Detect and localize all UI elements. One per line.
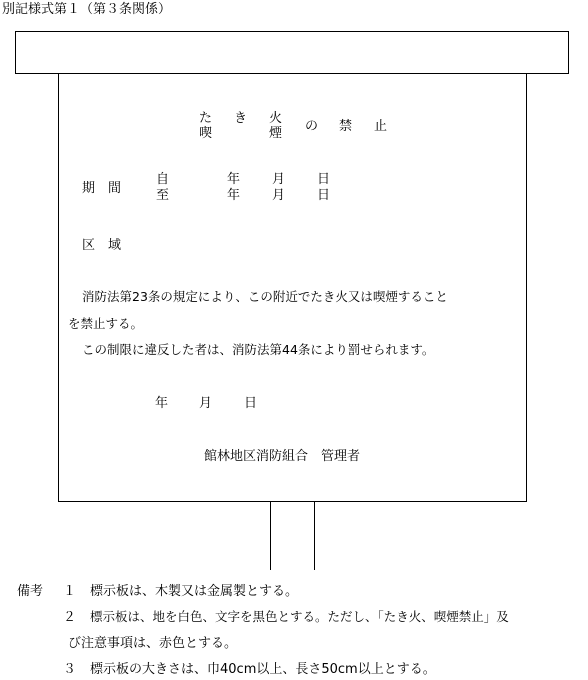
heading-col1-top: た (199, 111, 213, 126)
sign-post-right (314, 502, 315, 570)
sign-body-line-1: 消防法第23条の規定により、この附近でたき火又は喫煙すること (82, 289, 448, 304)
note-1-number: １ (63, 584, 77, 599)
note-3-text: 標示板の大きさは、巾40cm以上、長さ50cm以上とする。 (90, 662, 436, 677)
note-2-text: 標示板は、地を白色、文字を黒色とする。ただし、「たき火、喫煙禁止」及 (90, 609, 509, 624)
sign-issuer: 館林地区消防組合 管理者 (204, 449, 361, 464)
heading-col3-top: 火 (269, 111, 283, 126)
period-to-year: 年 (227, 188, 241, 203)
period-to-label: 至 (156, 188, 170, 203)
heading-col2-top: き (234, 111, 248, 126)
document-title: 別記様式第１（第３条関係） (2, 2, 172, 17)
notes-label: 備考 (17, 584, 44, 599)
sign-date-month: 月 (199, 396, 213, 411)
period-label: 期 間 (82, 181, 122, 196)
period-from-label: 自 (156, 172, 170, 187)
sign-body-line-2: を禁止する。 (68, 316, 144, 331)
heading-no: の (305, 119, 319, 134)
sign-body-line-3: この制限に違反した者は、消防法第44条により罰せられます。 (82, 342, 435, 357)
heading-kin: 禁 (339, 119, 353, 134)
period-from-day: 日 (317, 172, 331, 187)
heading-col3-bottom: 煙 (269, 126, 283, 141)
period-to-month: 月 (272, 188, 286, 203)
note-3-number: ３ (63, 662, 77, 677)
heading-shi: 止 (374, 119, 388, 134)
period-from-year: 年 (227, 172, 241, 187)
area-label: 区 域 (82, 238, 122, 253)
note-2-continuation: び注意事項は、赤色とする。 (68, 636, 238, 651)
sign-header-board (15, 31, 569, 74)
sign-date-year: 年 (155, 396, 169, 411)
sign-board (58, 73, 527, 502)
period-to-day: 日 (317, 188, 331, 203)
sign-post-left (270, 502, 271, 570)
note-2-number: ２ (63, 610, 77, 625)
heading-col1-bottom: 喫 (199, 126, 213, 141)
period-from-month: 月 (272, 172, 286, 187)
note-1-text: 標示板は、木製又は金属製とする。 (90, 584, 299, 599)
sign-date-day: 日 (244, 396, 258, 411)
